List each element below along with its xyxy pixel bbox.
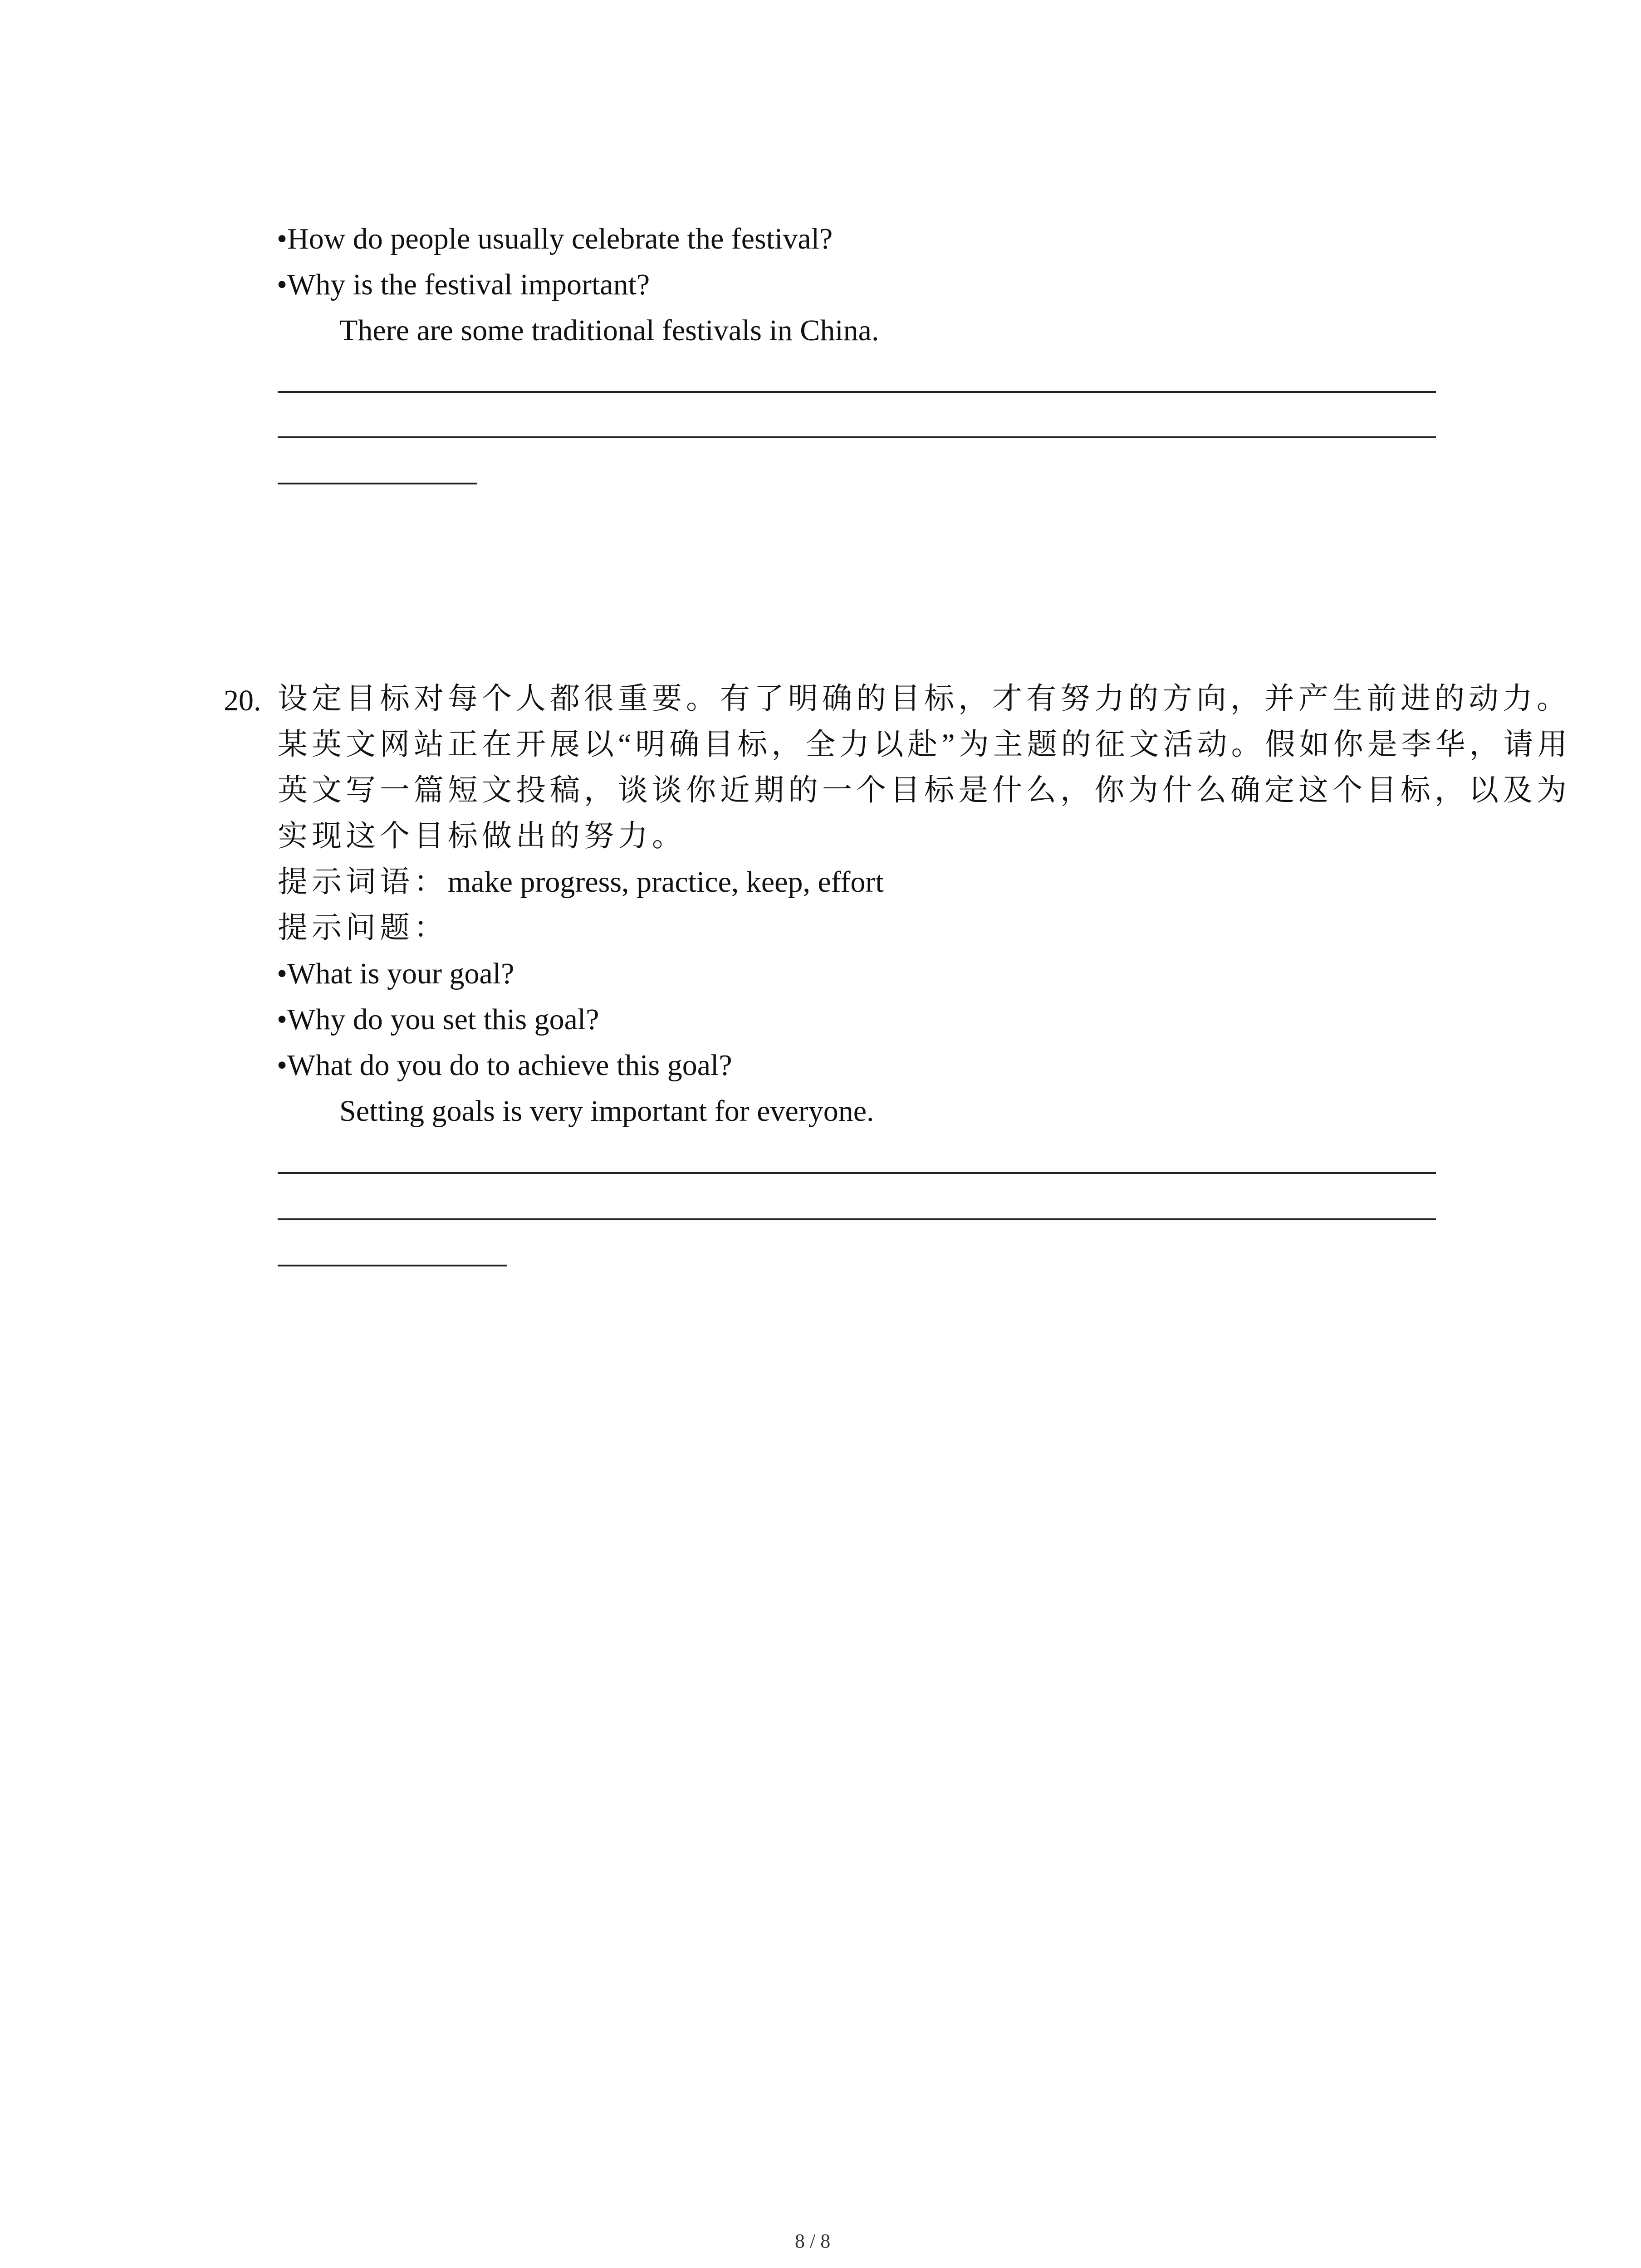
q19-prompt-celebrate: •How do people usually celebrate the festival? xyxy=(277,222,833,255)
q20-number: 20. xyxy=(224,684,261,717)
page-number: 8 / 8 xyxy=(795,2230,831,2252)
q20-prompt-goal: •What is your goal? xyxy=(277,957,514,990)
q20-prompt-achieve: •What do you do to achieve this goal? xyxy=(277,1049,732,1082)
q20-answer-line-1[interactable] xyxy=(278,1172,1436,1174)
q20-hint-questions-label: 提示问题： xyxy=(278,911,448,944)
q19-answer-line-1[interactable] xyxy=(278,391,1436,393)
q20-answer-line-3[interactable] xyxy=(278,1265,507,1266)
q20-instruction-line-1: 设定目标对每个人都很重要。有了明确的目标，才有努力的方向，并产生前进的动力。 xyxy=(278,682,1571,715)
q20-instruction-line-3: 英文写一篇短文投稿，谈谈你近期的一个目标是什么，你为什么确定这个目标，以及为 xyxy=(278,774,1571,807)
q19-answer-line-2[interactable] xyxy=(278,436,1436,438)
q20-hint-words-list: make progress, practice, keep, effort xyxy=(448,865,884,899)
q20-hint-words-label: 提示词语： xyxy=(278,865,448,899)
q20-opening-sentence: Setting goals is very important for everyone. xyxy=(339,1095,874,1128)
q19-prompt-importance: •Why is the festival important? xyxy=(277,268,650,301)
q20-instruction-line-4: 实现这个目标做出的努力。 xyxy=(278,820,686,853)
q20-answer-line-2[interactable] xyxy=(278,1218,1436,1220)
q19-answer-line-3[interactable] xyxy=(278,483,477,484)
q20-prompt-why: •Why do you set this goal? xyxy=(277,1003,599,1036)
q19-opening-sentence: There are some traditional festivals in China. xyxy=(339,314,879,347)
q20-hint-words xyxy=(278,867,884,897)
q20-instruction-line-2: 某英文网站正在开展以“明确目标，全力以赴”为主题的征文活动。假如你是李华，请用 xyxy=(278,728,1572,761)
